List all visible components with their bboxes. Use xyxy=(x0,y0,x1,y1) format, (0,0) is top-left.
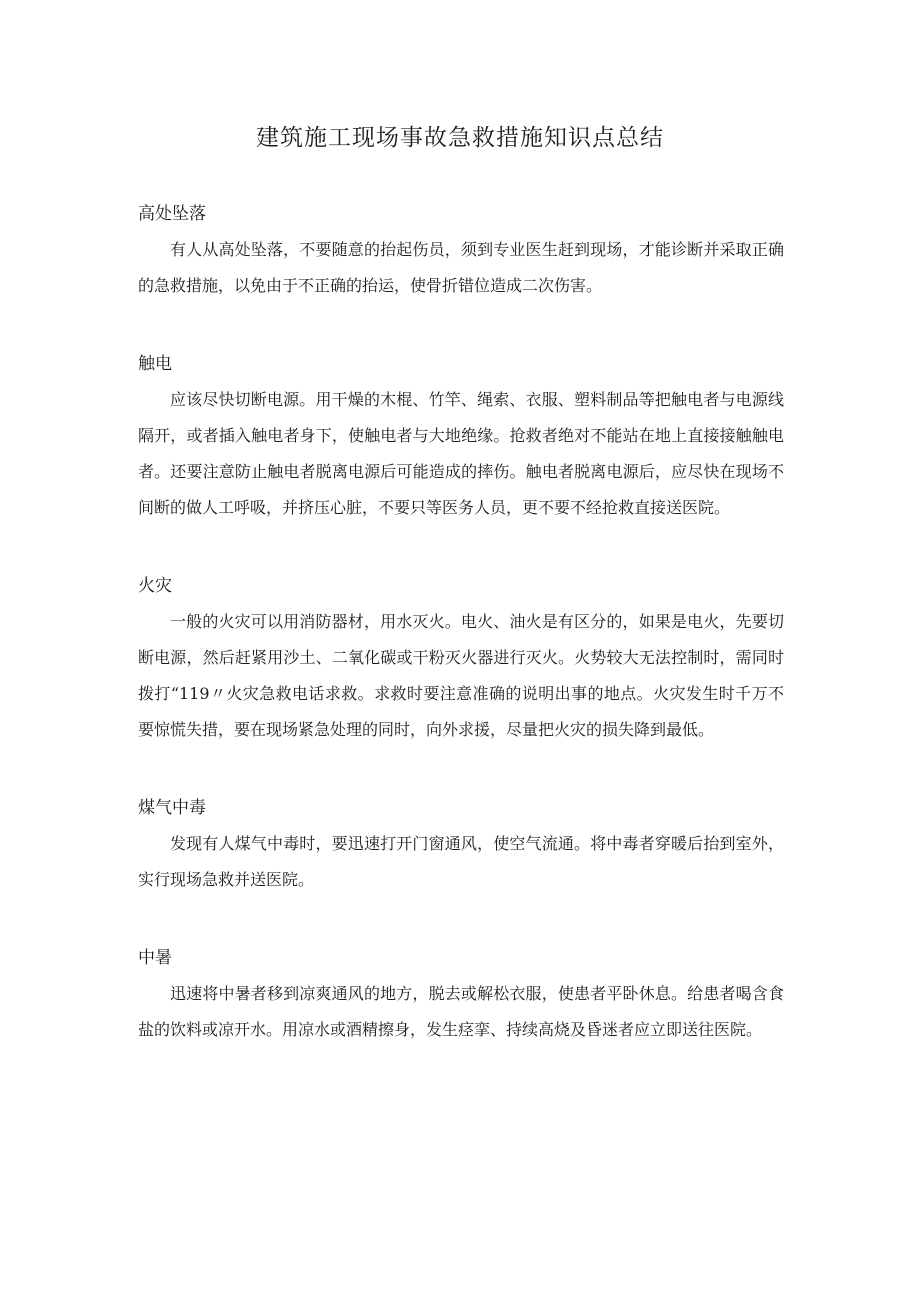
section-heatstroke xyxy=(138,940,784,1048)
section-body: 有人从高处坠落，不要随意的抬起伤员，须到专业医生赶到现场，才能诊断并采取正确的急救措施，以免由于不正确的抬运，使骨折错位造成二次伤害。 xyxy=(138,240,784,295)
section-heading: 火灾 xyxy=(138,576,172,596)
section-fire xyxy=(138,568,784,748)
section-heading: 煤气中毒 xyxy=(138,798,206,818)
section-gas-poisoning xyxy=(138,790,784,898)
section-body: 发现有人煤气中毒时，要迅速打开门窗通风，使空气流通。将中毒者穿暖后抬到室外，实行现场急救并送医院。 xyxy=(138,834,784,889)
document-content xyxy=(138,196,784,1090)
section-body: 迅速将中暑者移到凉爽通风的地方，脱去或解松衣服，使患者平卧休息。给患者喝含食盐的饮料或凉开水。用凉水或酒精擦身，发生痉挛、持续高烧及昏迷者应立即送往医院。 xyxy=(138,984,784,1039)
section-heading: 高处坠落 xyxy=(138,204,206,224)
section-electric-shock xyxy=(138,346,784,526)
section-body: 一般的火灾可以用消防器材，用水灭火。电火、油火是有区分的，如果是电火，先要切断电源，然后赶紧用沙土、二氧化碳或干粉灭火器进行灭火。火势较大无法控制时，需同时拨打“119〃火灾急救电话求救。求救时要注意准确的说明出事的地点。火灾发生时千万不要惊慌失措，要在现场紧急处理的同时，向外求援，尽量把火灾的损失降到最低。 xyxy=(138,612,784,739)
section-heading: 触电 xyxy=(138,354,172,374)
section-heading: 中暑 xyxy=(138,948,172,968)
section-body: 应该尽快切断电源。用干燥的木棍、竹竿、绳索、衣服、塑料制品等把触电者与电源线隔开，或者插入触电者身下，使触电者与大地绝缘。抢救者绝对不能站在地上直接接触触电者。还要注意防止触电者脱离电源后可能造成的摔伤。触电者脱离电源后，应尽快在现场不间断的做人工呼吸，并挤压心脏，不要只等医务人员，更不要不经抢救直接送医院。 xyxy=(138,390,784,517)
section-fall-from-height xyxy=(138,196,784,304)
document-title: 建筑施工现场事故急救措施知识点总结 xyxy=(256,125,664,151)
